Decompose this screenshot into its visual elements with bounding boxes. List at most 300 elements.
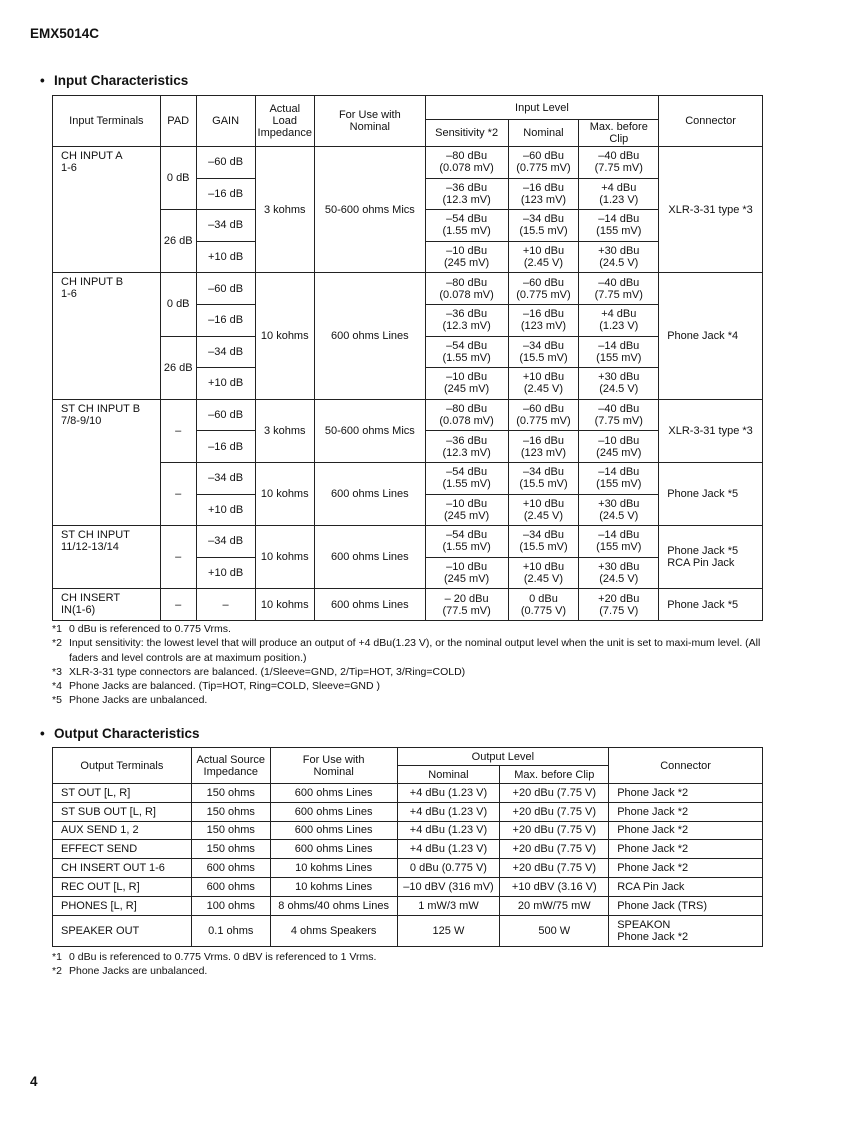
pad-cell: – [160,589,196,621]
nominal-cell [508,147,579,179]
header-impedance [255,96,314,147]
value-dbu: –14 dBu [598,339,640,352]
pad-cell: 26 dB [160,336,196,399]
footnote-text: 0 dBu is referenced to 0.775 Vrms. [69,623,231,635]
table-row [53,821,763,840]
connector-cell: Phone Jack *2 [609,840,763,859]
footnote-mark: *1 [52,951,62,963]
connector-line-1: Phone Jack *5 [667,545,739,558]
value-dbu: –54 dBu [446,529,488,542]
value-volts: (0.078 mV) [439,162,494,175]
header-max-l2: Clip [609,133,629,145]
nominal-cell: +4 dBu (1.23 V) [397,802,500,821]
terminal-name: CH INSERT [61,592,121,605]
max-cell: +20 dBu (7.75 V) [500,784,609,803]
header-input-terminals: Input Terminals [53,96,161,147]
nominal-cell [508,526,579,558]
value-dbu: –36 dBu [446,308,488,321]
value-volts: (1.55 mV) [442,351,491,364]
value-volts: (245 mV) [443,383,490,396]
sensitivity-cell [425,589,508,621]
output-notes [52,950,792,979]
impedance-cell: 3 kohms [255,147,314,273]
value-volts: (155 mV) [596,478,642,491]
sensitivity-cell [425,526,508,558]
nominal-cell [508,494,579,526]
output-characteristics-table [52,747,763,947]
sensitivity-cell [425,273,508,305]
use-cell: 600 ohms Lines [270,821,397,840]
terminal-cell: PHONES [L, R] [53,896,192,915]
header-impedance-l2: Impedance [203,765,258,778]
footnote-mark: *2 [52,637,62,650]
gain-cell: –34 dB [196,526,255,558]
footnote-mark: *2 [52,965,62,978]
use-cell: 600 ohms Lines [270,802,397,821]
terminal-name: CH INPUT B [61,276,124,289]
value-volts: (7.75 mV) [594,415,643,428]
value-dbu: –60 dBu [522,150,564,163]
use-cell: 50-600 ohms Mics [314,147,425,273]
use-cell: 600 ohms Lines [314,273,425,399]
connector-cell: Phone Jack *2 [609,802,763,821]
header-sensitivity: Sensitivity *2 [425,120,508,147]
footnote-text: Phone Jacks are unbalanced. [69,694,208,707]
nominal-cell [508,589,579,621]
nominal-cell: +4 dBu (1.23 V) [397,784,500,803]
connector-cell: Phone Jack *2 [609,859,763,878]
value-dbu: +30 dBu [598,245,640,258]
footnote-mark: *3 [52,665,62,678]
table-row [53,147,763,179]
terminal-channels: IN(1-6) [61,604,96,617]
pad-cell: – [160,462,196,525]
header-output-level: Output Level [397,748,609,766]
use-cell: 600 ohms Lines [314,526,425,589]
connector-line-2: RCA Pin Jack [667,557,735,570]
value-volts: (15.5 mV) [519,351,568,364]
impedance-cell: 150 ohms [191,802,270,821]
terminal-name: ST CH INPUT B [61,402,141,415]
sensitivity-cell [425,210,508,242]
value-dbu: +20 dBu [598,592,640,605]
max-cell: 500 W [500,915,609,946]
max-cell [579,399,659,431]
impedance-cell: 10 kohms [255,273,314,399]
nominal-cell: 0 dBu (0.775 V) [397,859,500,878]
use-cell: 50-600 ohms Mics [314,399,425,462]
value-volts: (7.75 mV) [594,288,643,301]
value-dbu: –80 dBu [446,150,488,163]
value-volts: (2.45 V) [523,257,564,270]
output-section-title-text: Output Characteristics [54,726,200,741]
footnote-text: XLR-3-31 type connectors are balanced. (1/Sleeve=GND, 2/Tip=HOT, 3/Ring=COLD) [69,665,466,678]
terminal-cell: SPEAKER OUT [53,915,192,946]
value-volts: (0.775 mV) [516,288,571,301]
footnote-text: 0 dBu is referenced to 0.775 Vrms. 0 dBV is referenced to 1 Vrms. [69,951,377,963]
value-volts: (1.23 V) [599,193,639,206]
footnote [52,622,792,636]
table-row [53,877,763,896]
pad-cell: 0 dB [160,273,196,336]
value-volts: (7.75 V) [599,604,639,617]
header-level-nominal: Nominal [397,766,500,784]
table-row [53,802,763,821]
max-cell [579,589,659,621]
header-max-before-clip: Max. before Clip [500,766,609,784]
value-dbu: +10 dBu [522,371,565,384]
footnote [52,636,792,665]
gain-cell: –16 dB [196,178,255,210]
value-dbu: –54 dBu [446,466,488,479]
table-row [53,859,763,878]
terminal-cell: CH INSERT OUT 1-6 [53,859,192,878]
use-cell: 600 ohms Lines [270,840,397,859]
footnote-mark: *5 [52,694,62,707]
nominal-cell: 125 W [397,915,500,946]
value-volts: (123 mV) [520,446,567,459]
table-row [53,273,763,305]
bullet-icon: • [40,73,45,88]
sensitivity-cell [425,241,508,273]
connector-cell: XLR-3-31 type *3 [659,147,763,273]
nominal-cell: +4 dBu (1.23 V) [397,840,500,859]
value-dbu: –60 dBu [522,276,564,289]
value-dbu: –14 dBu [598,466,640,479]
header-gain: GAIN [196,96,255,147]
table-row [53,589,763,621]
value-volts: (155 mV) [596,541,642,554]
value-dbu: –54 dBu [446,339,488,352]
value-volts: (2.45 V) [523,383,564,396]
sensitivity-cell [425,399,508,431]
value-volts: (12.3 mV) [442,446,491,459]
header-output-terminals: Output Terminals [53,748,192,784]
value-volts: (1.23 V) [599,320,639,333]
max-cell [579,431,659,463]
value-volts: (155 mV) [596,351,642,364]
connector-cell: XLR-3-31 type *3 [659,399,763,462]
value-dbu: +4 dBu [601,308,637,321]
use-cell: 4 ohms Speakers [270,915,397,946]
sensitivity-cell [425,178,508,210]
max-cell [579,526,659,558]
impedance-cell: 150 ohms [191,821,270,840]
max-cell [579,147,659,179]
header-connector: Connector [609,748,763,784]
impedance-cell: 600 ohms [191,877,270,896]
nominal-cell [508,557,579,589]
footnote [52,679,792,693]
terminal-name: ST CH INPUT [61,529,130,542]
value-volts: (123 mV) [520,320,567,333]
impedance-cell: 10 kohms [255,526,314,589]
gain-cell: +10 dB [196,494,255,526]
terminal-channels: 1-6 [61,288,77,301]
connector-cell: Phone Jack *5 [659,462,763,525]
value-dbu: 0 dBu [529,592,558,605]
table-row [53,399,763,431]
value-volts: (1.55 mV) [442,541,491,554]
footnote [52,950,792,964]
use-cell: 600 ohms Lines [314,589,425,621]
table-row [53,526,763,558]
value-volts: (12.3 mV) [442,320,491,333]
nominal-cell [508,336,579,368]
terminal-cell: REC OUT [L, R] [53,877,192,896]
value-dbu: –16 dBu [522,434,564,447]
header-input-level: Input Level [425,96,659,120]
max-cell [579,336,659,368]
input-characteristics-table [52,95,763,621]
header-impedance-l3: Impedance [257,127,312,139]
value-volts: (245 mV) [443,573,490,586]
nominal-cell: +4 dBu (1.23 V) [397,821,500,840]
nominal-cell [508,304,579,336]
pad-cell: 0 dB [160,147,196,210]
impedance-cell: 10 kohms [255,589,314,621]
nominal-cell: 1 mW/3 mW [397,896,500,915]
value-dbu: –16 dBu [522,181,564,194]
value-dbu: –14 dBu [598,529,640,542]
sensitivity-cell [425,368,508,400]
header-impedance-l1: Actual [269,103,301,115]
connector-cell [659,526,763,589]
value-dbu: –10 dBu [446,561,488,574]
value-volts: (24.5 V) [599,383,639,396]
terminal-channels: 11/12-13/14 [61,541,119,554]
use-cell: 600 ohms Lines [314,462,425,525]
header-for-use-nominal [270,748,397,784]
impedance-cell: 3 kohms [255,399,314,462]
value-dbu: +10 dBu [522,561,565,574]
connector-cell: Phone Jack *2 [609,821,763,840]
value-volts: (123 mV) [520,193,567,206]
max-cell [579,304,659,336]
pad-cell: – [160,526,196,589]
gain-cell: – [196,589,255,621]
header-nominal-l1: For Use with [302,753,365,766]
nominal-cell [508,462,579,494]
value-dbu: –10 dBu [446,371,488,384]
max-cell: +20 dBu (7.75 V) [500,859,609,878]
value-dbu: +10 dBu [522,497,565,510]
value-volts: (15.5 mV) [519,478,568,491]
connector-cell: Phone Jack *2 [609,784,763,803]
value-dbu: –80 dBu [446,276,488,289]
max-cell [579,273,659,305]
value-volts: (245 mV) [443,509,490,522]
input-notes [52,622,792,708]
nominal-cell [508,241,579,273]
gain-cell: +10 dB [196,241,255,273]
impedance-cell: 10 kohms [255,462,314,525]
value-volts: (0.775 mV) [516,162,571,175]
value-dbu: –40 dBu [598,276,640,289]
use-cell: 600 ohms Lines [270,784,397,803]
max-cell [579,494,659,526]
terminal-cell: AUX SEND 1, 2 [53,821,192,840]
value-dbu: +10 dBu [522,245,565,258]
footnote [52,964,792,978]
gain-cell: –34 dB [196,462,255,494]
terminal-cell [53,589,161,621]
value-dbu: +30 dBu [598,561,640,574]
gain-cell: +10 dB [196,368,255,400]
sensitivity-cell [425,336,508,368]
value-volts: (1.55 mV) [442,225,491,238]
value-volts: (2.45 V) [523,573,564,586]
impedance-cell: 100 ohms [191,896,270,915]
max-cell: +10 dBV (3.16 V) [500,877,609,896]
value-dbu: –34 dBu [522,213,564,226]
terminal-cell: EFFECT SEND [53,840,192,859]
nominal-cell [508,210,579,242]
value-volts: (7.75 mV) [594,162,643,175]
value-volts: (0.078 mV) [439,288,494,301]
value-dbu: –60 dBu [522,403,564,416]
value-volts: (0.775 V) [520,604,567,617]
max-cell [579,210,659,242]
value-dbu: –40 dBu [598,150,640,163]
value-volts: (0.775 mV) [516,415,571,428]
value-volts: (15.5 mV) [519,541,568,554]
gain-cell: –16 dB [196,304,255,336]
value-dbu: –14 dBu [598,213,640,226]
terminal-name: CH INPUT A [61,150,123,162]
nominal-cell [508,399,579,431]
footnote [52,665,792,679]
value-volts: (2.45 V) [523,509,564,522]
gain-cell: +10 dB [196,557,255,589]
terminal-cell: ST OUT [L, R] [53,784,192,803]
max-cell [579,462,659,494]
value-dbu: +30 dBu [598,497,640,510]
header-level-nominal: Nominal [508,120,579,147]
connector-line-1: SPEAKON [617,918,671,931]
value-volts: (24.5 V) [599,257,639,270]
impedance-cell: 600 ohms [191,859,270,878]
value-dbu: –10 dBu [446,497,488,510]
header-impedance-l1: Actual Source [196,753,265,766]
terminal-cell: ST SUB OUT [L, R] [53,802,192,821]
value-volts: (155 mV) [596,225,642,238]
sensitivity-cell [425,462,508,494]
connector-cell: Phone Jack *4 [659,273,763,399]
table-row [53,896,763,915]
footnote-mark: *4 [52,680,62,693]
footnote-mark: *1 [52,623,62,635]
nominal-cell [508,431,579,463]
gain-cell: –16 dB [196,431,255,463]
gain-cell: –60 dB [196,147,255,179]
table-row [53,915,763,946]
footnote-text: Phone Jacks are unbalanced. [69,965,208,978]
connector-cell: Phone Jack (TRS) [609,896,763,915]
nominal-cell [508,178,579,210]
value-volts: (245 mV) [596,446,642,459]
value-dbu: –16 dBu [522,308,564,321]
terminal-cell [53,526,161,589]
sensitivity-cell [425,431,508,463]
gain-cell: –60 dB [196,273,255,305]
header-nominal-l1: For Use with [338,109,401,121]
nominal-cell [508,273,579,305]
max-cell [579,178,659,210]
value-dbu: –36 dBu [446,434,488,447]
use-cell: 10 kohms Lines [270,877,397,896]
gain-cell: –60 dB [196,399,255,431]
table-row [53,840,763,859]
footnote-text: Input sensitivity: the lowest level that will produce an output of +4 dBu(1.23 V), or the nominal output level when the unit is set to maxi-mum level. (All faders and level controls are at maximum position.) [69,637,761,664]
impedance-cell: 150 ohms [191,840,270,859]
header-connector: Connector [659,96,763,147]
footnote-text: Phone Jacks are balanced. (Tip=HOT, Ring=COLD, Sleeve=GND ) [69,680,380,693]
bullet-icon: • [40,726,45,741]
max-cell: 20 mW/75 mW [500,896,609,915]
max-cell: +20 dBu (7.75 V) [500,802,609,821]
value-volts: (24.5 V) [599,573,639,586]
value-dbu: –54 dBu [446,213,488,226]
value-dbu: –80 dBu [446,403,488,416]
terminal-channels: 7/8-9/10 [61,414,102,427]
max-cell: +20 dBu (7.75 V) [500,840,609,859]
sensitivity-cell [425,494,508,526]
header-max-before-clip [579,120,659,147]
value-volts: (0.078 mV) [439,415,494,428]
pad-cell: 26 dB [160,210,196,273]
footnote [52,693,792,707]
value-dbu: –34 dBu [522,339,564,352]
nominal-cell [508,368,579,400]
pad-cell: – [160,399,196,462]
impedance-cell: 150 ohms [191,784,270,803]
value-volts: (77.5 mV) [442,604,491,617]
value-dbu: –40 dBu [598,403,640,416]
value-dbu: –34 dBu [522,466,564,479]
connector-cell: Phone Jack *5 [659,589,763,621]
max-cell: +20 dBu (7.75 V) [500,821,609,840]
sensitivity-cell [425,557,508,589]
output-section-title [40,726,200,741]
value-dbu: +4 dBu [601,181,637,194]
header-pad: PAD [160,96,196,147]
header-nominal-l2: Nominal [313,765,354,778]
header-source-impedance [191,748,270,784]
value-volts: (24.5 V) [599,509,639,522]
value-dbu: –10 dBu [598,434,640,447]
value-dbu: – 20 dBu [444,592,489,605]
value-volts: (245 mV) [443,257,490,270]
value-dbu: –34 dBu [522,529,564,542]
header-impedance-l2: Load [272,115,297,127]
input-section-title-text: Input Characteristics [54,73,189,88]
gain-cell: –34 dB [196,336,255,368]
value-volts: (1.55 mV) [442,478,491,491]
page-number: 4 [30,1074,38,1089]
input-section-title [40,73,188,88]
connector-cell [609,915,763,946]
use-cell: 8 ohms/40 ohms Lines [270,896,397,915]
terminal-cell [53,399,161,525]
terminal-cell [53,273,161,399]
max-cell [579,368,659,400]
header-for-use-nominal [314,96,425,147]
table-row [53,784,763,803]
impedance-cell: 0.1 ohms [191,915,270,946]
use-cell: 10 kohms Lines [270,859,397,878]
terminal-channels: 1-6 [61,162,77,174]
